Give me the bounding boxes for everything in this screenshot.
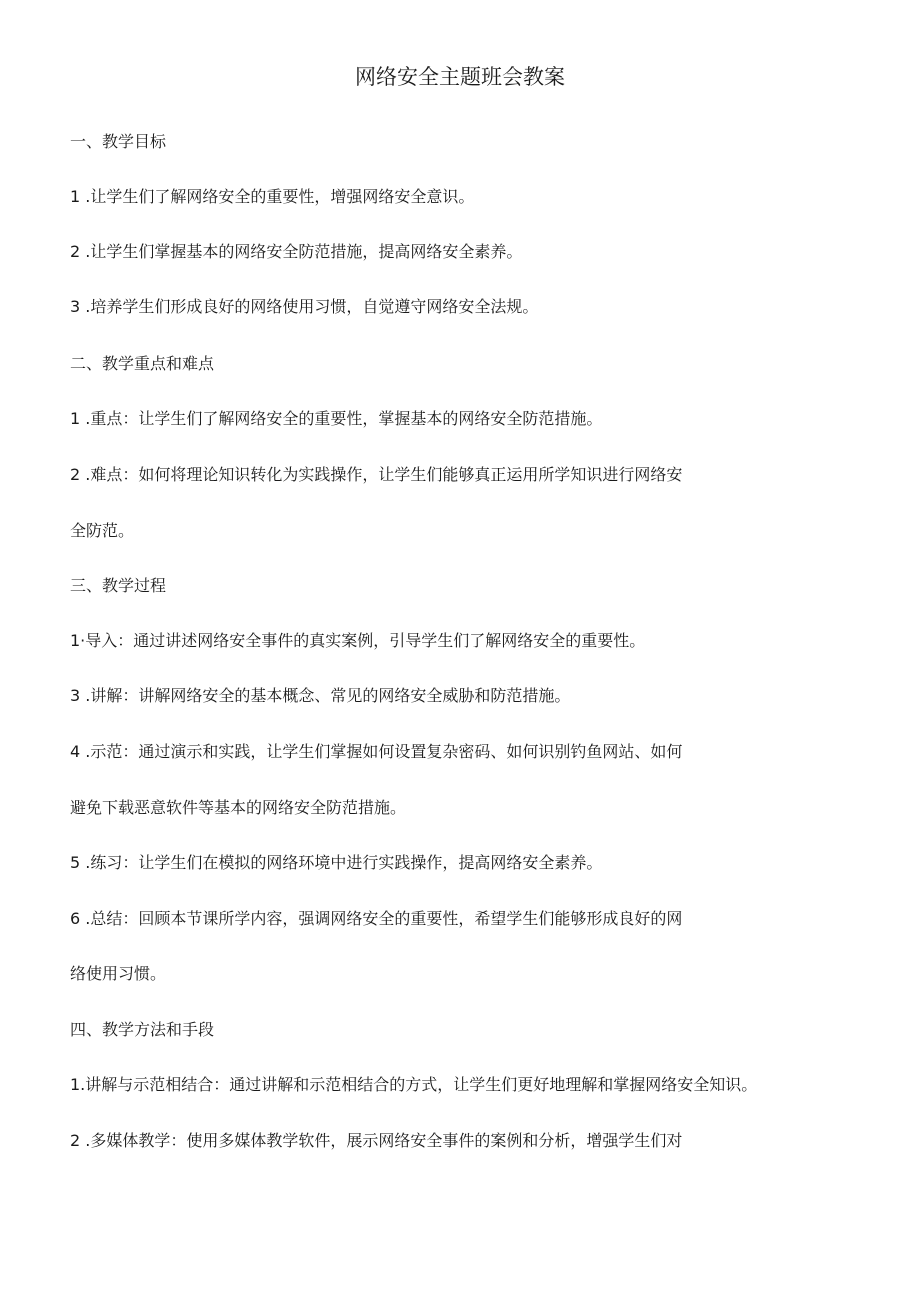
- process-item-6: 6 .总结：回顾本节课所学内容，强调网络安全的重要性，希望学生们能够形成良好的网: [70, 909, 683, 928]
- process-item-3: 3 .讲解：讲解网络安全的基本概念、常见的网络安全威胁和防范措施。: [70, 686, 571, 705]
- key-point-item-1: 1 .重点：让学生们了解网络安全的重要性，掌握基本的网络安全防范措施。: [70, 409, 603, 428]
- process-item-1: 1·导入：通过讲述网络安全事件的真实案例，引导学生们了解网络安全的重要性。: [70, 631, 646, 650]
- process-item-4-cont: 避免下载恶意软件等基本的网络安全防范措施。: [70, 798, 407, 817]
- process-item-5: 5 .练习：让学生们在模拟的网络环境中进行实践操作，提高网络安全素养。: [70, 853, 603, 872]
- key-point-item-2-cont: 全防范。: [70, 521, 135, 540]
- document-title: 网络安全主题班会教案: [355, 65, 565, 89]
- process-item-6-cont: 络使用习惯。: [70, 964, 167, 983]
- section-heading-process: 三、教学过程: [70, 576, 167, 595]
- method-item-2: 2 .多媒体教学：使用多媒体教学软件，展示网络安全事件的案例和分析，增强学生们对: [70, 1131, 683, 1150]
- objective-item-2: 2 .让学生们掌握基本的网络安全防范措施，提高网络安全素养。: [70, 242, 523, 261]
- section-heading-methods: 四、教学方法和手段: [70, 1020, 215, 1039]
- section-heading-key-points: 二、教学重点和难点: [70, 354, 215, 373]
- process-item-4: 4 .示范：通过演示和实践，让学生们掌握如何设置复杂密码、如何识别钓鱼网站、如何: [70, 742, 683, 761]
- section-heading-objectives: 一、教学目标: [70, 132, 167, 151]
- key-point-item-2: 2 .难点：如何将理论知识转化为实践操作，让学生们能够真正运用所学知识进行网络安: [70, 465, 683, 484]
- objective-item-1: 1 .让学生们了解网络安全的重要性，增强网络安全意识。: [70, 187, 475, 206]
- method-item-1: 1.讲解与示范相结合：通过讲解和示范相结合的方式，让学生们更好地理解和掌握网络安全知识。: [70, 1075, 758, 1094]
- objective-item-3: 3 .培养学生们形成良好的网络使用习惯，自觉遵守网络安全法规。: [70, 297, 539, 316]
